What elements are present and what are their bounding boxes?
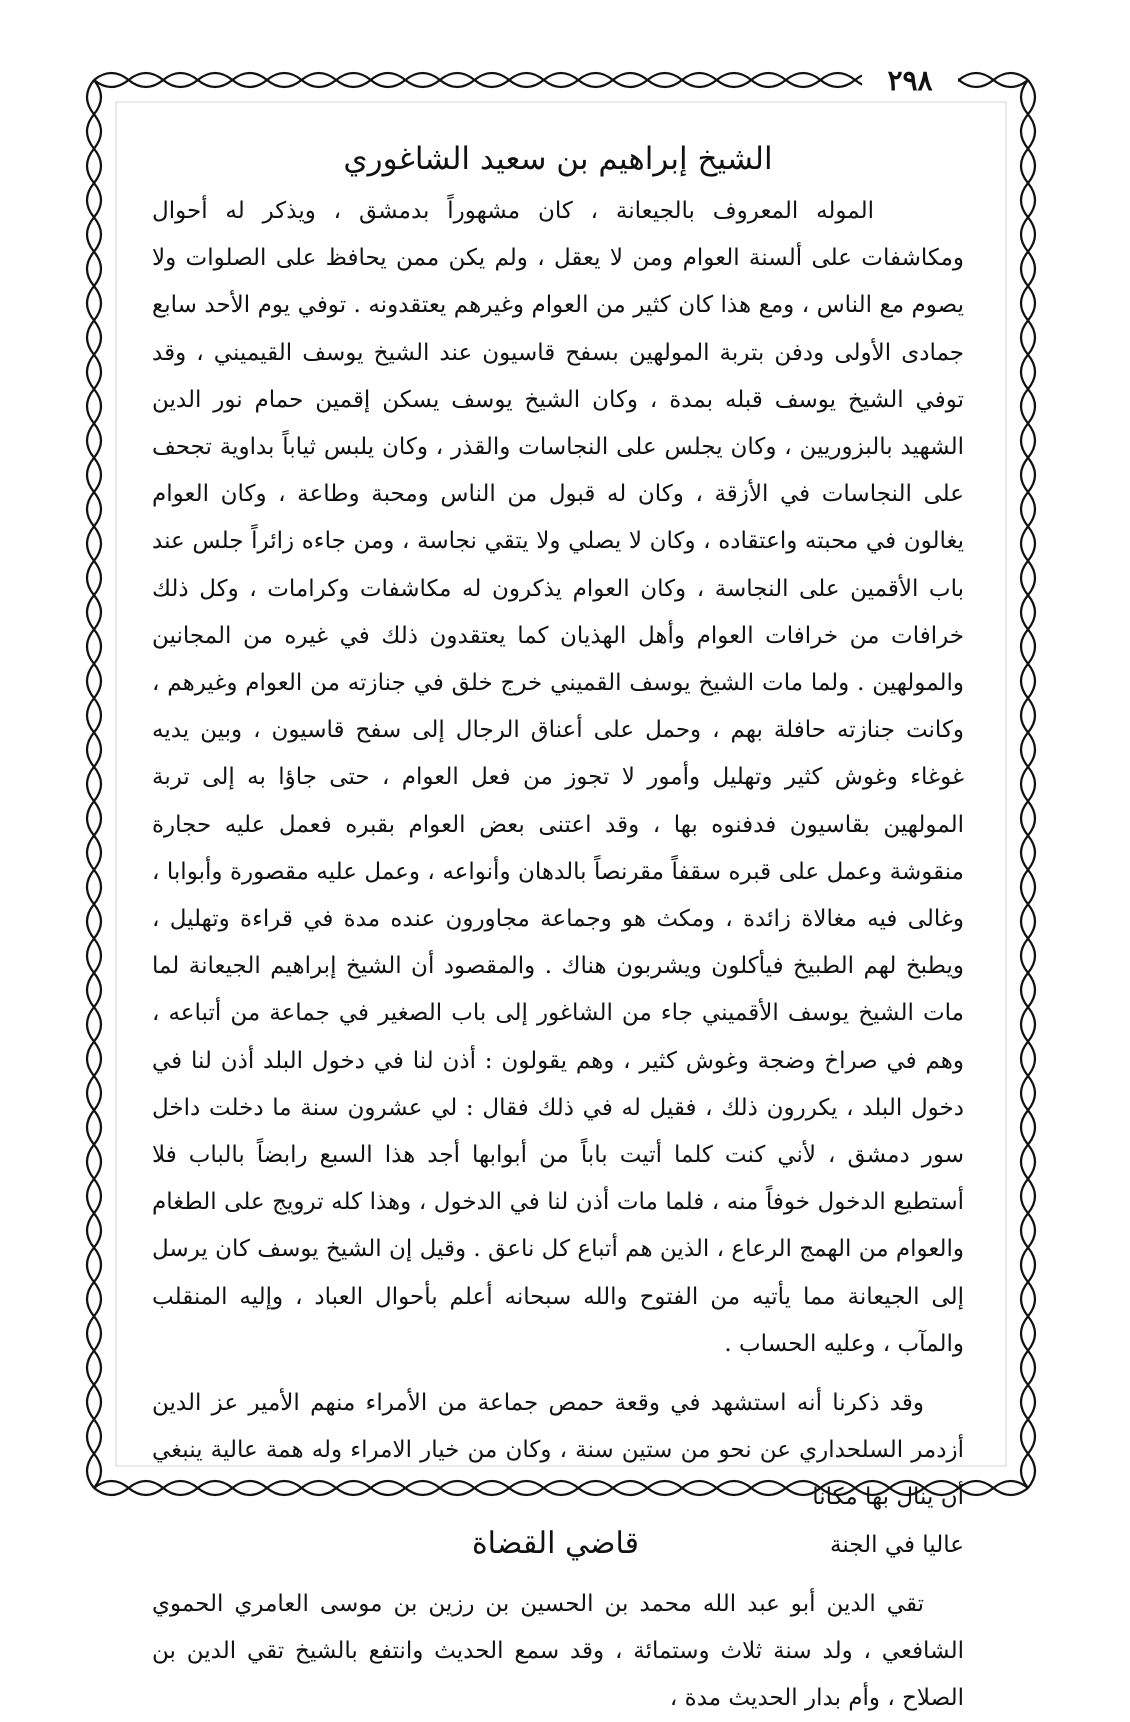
section-heading: الشيخ إبراهيم بن سعيد الشاغوري <box>343 141 773 177</box>
section-heading: قاضي القضاة <box>471 1525 639 1561</box>
border-ornament <box>1021 80 1028 1488</box>
paragraph: تقي الدين أبو عبد الله محمد بن الحسين بن رزين بن موسى العامري الحموي الشافعي ، ولد سنة ثلاث وستمائة ، وقد سمع الحديث وانتفع بالشيخ تقي الدين بن الصلاح ، وأم بدار الحديث مدة ، <box>152 1590 964 1712</box>
paragraph-gap <box>152 1368 964 1380</box>
paragraph-tail: عاليا في الجنة <box>830 1531 964 1558</box>
paragraph: الموله المعروف بالجيعانة ، كان مشهوراً بدمشق ، ويذكر له أحوال ومكاشفات على ألسنة العوام ومن لا يعقل ، ولم يكن ممن يحافظ على الصلوات ولا يصوم مع الناس ، ومع هذا كان كثير من العوام وغيرهم يعتقدونه . توفي يوم الأحد سابع جمادى الأولى ودفن بتربة المولهين بسفح قاسيون عند الشيخ يوسف القيميني ، وقد توفي الشيخ يوسف قبله بمدة ، وكان الشيخ يوسف يسكن إقمين حمام نور الدين الشهيد بالبزوريين ، وكان يجلس على النجاسات والقذر ، وكان يلبس ثياباً بداوية تجحف على النجاسات في الأزقة ، وكان له قبول من الناس ومحبة وطاعة ، وكان العوام يغالون في محبته واعتقاده ، وكان لا يصلي ولا يتقي نجاسة ، ومن جاءه زائراً جلس عند باب الأقمين على النجاسة ، وكان العوام يذكرون له مكاشفات وكرامات ، وكل ذلك خرافات من خرافات العوام وأهل الهذيان كما يعتقدون ذلك في غيره من المجانين والمولهين . ولما مات الشيخ يوسف القميني خرج خلق في جنازته من العوام وغيرهم ، وكانت جنازته حافلة بهم ، وحمل على أعناق الرجال إلى سفح قاسيون ، وبين يديه غوغاء وغوش كثير وتهليل وأمور لا تجوز من فعل العوام ، حتى جاؤا به إلى تربة المولهين بقاسيون فدفنوه بها ، وقد اعتنى بعض العوام بقبره فعمل عليه حجارة منقوشة وعمل على قبره سقفاً مقرنصاً بالدهان وأنواعه ، وعمل عليه مقصورة وأبوابا ، وغالى فيه مغالاة زائدة ، ومكث هو وجماعة مجاورون عنده مدة في قراءة وتهليل ، ويطبخ لهم الطبيخ فيأكلون ويشربون هناك . والمقصود أن الشيخ إبراهيم الجيعانة لما مات الشيخ يوسف الأقميني جاء من الشاغور إلى باب الصغير في جماعة من أتباعه ، وهم في صراخ وضجة وغوش كثير ، وهم يقولون : أذن لنا في دخول البلد أذن لنا في دخول البلد ، يكررون ذلك ، فقيل له في ذلك فقال : لي عشرون سنة ما دخلت داخل سور دمشق ، لأني كنت كلما أتيت باباً من أبوابها أجد هذا السبع رابضاً بالباب فلا أستطيع الدخول خوفاً منه ، فلما مات أذن لنا في الدخول ، وهذا كله ترويج على الطغام والعوام من الهمج الرعاع ، الذين هم أتباع كل ناعق . وقيل إن الشيخ يوسف كان يرسل إلى الجيعانة مما يأتيه من الفتوح والله سبحانه أعلم بأحوال العباد ، وإليه المنقلب والمآب ، وعليه الحساب . <box>152 198 964 1357</box>
paragraph: وقد ذكرنا أنه استشهد في وقعة حمص جماعة من الأمراء منهم الأمير عز الدين أزدمر السلحداري عن نحو من ستين سنة ، وكان من خيار الامراء وله همة عالية ينبغي أن ينال بها مكانا <box>152 1390 964 1511</box>
page-number: ٢٩٨ <box>862 64 958 98</box>
border-ornament <box>94 80 101 1488</box>
text-body <box>152 130 964 1722</box>
border-ornament <box>1028 80 1035 1488</box>
paragraph-gap <box>152 1569 964 1581</box>
border-ornament <box>87 80 94 1488</box>
subheading-line <box>152 1522 964 1569</box>
